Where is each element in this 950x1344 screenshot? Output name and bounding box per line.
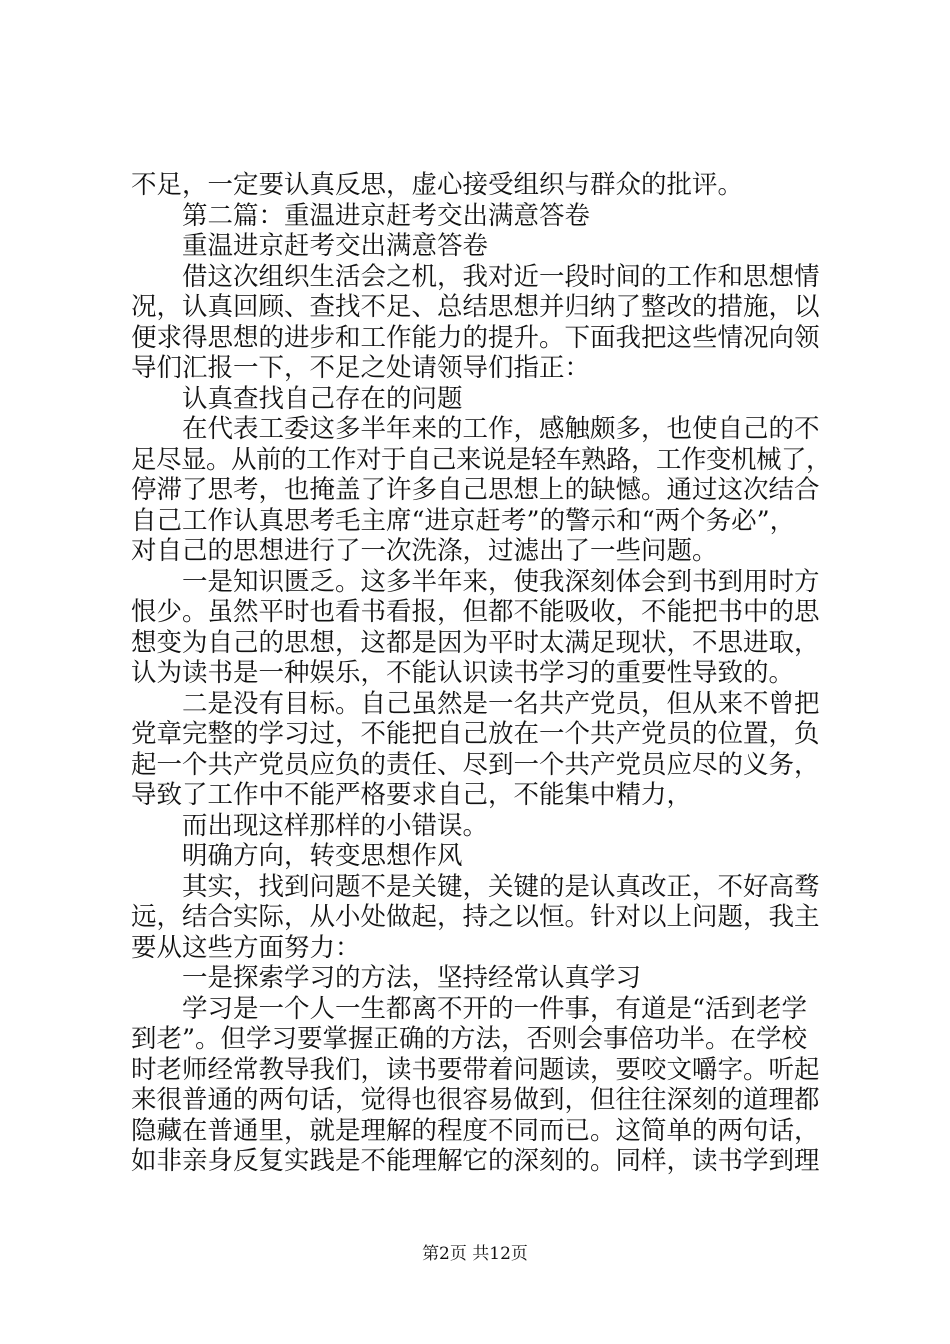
text-line: 到老”。但学习要掌握正确的方法，否则会事倍功半。在学校 bbox=[131, 1024, 808, 1054]
subheading: 一是探索学习的方法，坚持经常认真学习 bbox=[182, 963, 642, 993]
text-line: 要从这些方面努力： bbox=[131, 932, 361, 963]
text-line: 远，结合实际，从小处做起，持之以恒。针对以上问题，我主 bbox=[131, 902, 820, 932]
text-line: 况，认真回顾、查找不足、总结思想并归纳了整改的措施，以 bbox=[131, 292, 820, 322]
text-line: 恨少。虽然平时也看书看报，但都不能吸收，不能把书中的思 bbox=[131, 597, 820, 627]
text-line: 学习是一个人一生都离不开的一件事，有道是“活到老学 bbox=[182, 993, 808, 1024]
text-line: 导致了工作中不能严格要求自己，不能集中精力， bbox=[131, 780, 693, 810]
text-line: 便求得思想的进步和工作能力的提升。下面我把这些情况向领 bbox=[131, 322, 820, 353]
text-line: 党章完整的学习过，不能把自己放在一个共产党员的位置，负 bbox=[131, 719, 820, 749]
text-line: 起一个共产党员应负的责任、尽到一个共产党员应尽的义务， bbox=[131, 749, 820, 780]
text-line: 如非亲身反复实践是不能理解它的深刻的。同样，读书学到理 bbox=[131, 1146, 820, 1176]
subheading: 明确方向，转变思想作风 bbox=[182, 841, 463, 871]
text-line: 一是知识匮乏。这多半年来，使我深刻体会到书到用时方 bbox=[182, 566, 820, 597]
document-body bbox=[131, 170, 831, 1177]
text-line: 其实，找到问题不是关键，关键的是认真改正，不好高骛 bbox=[182, 871, 820, 902]
subheading: 认真查找自己存在的问题 bbox=[182, 383, 463, 414]
text-line: 来很普通的两句话，觉得也很容易做到，但往往深刻的道理都 bbox=[131, 1085, 820, 1115]
text-line: 借这次组织生活会之机，我对近一段时间的工作和思想情 bbox=[182, 261, 820, 292]
text-line: 二是没有目标。自己虽然是一名共产党员，但从来不曾把 bbox=[182, 688, 820, 719]
text-line: 想变为自己的思想，这都是因为平时太满足现状，不思进取， bbox=[131, 627, 820, 658]
text-line: 在代表工委这多半年来的工作，感触颇多，也使自己的不 bbox=[182, 414, 820, 444]
text-line: 隐藏在普通里，就是理解的程度不同而已。这简单的两句话， bbox=[131, 1115, 820, 1146]
text-line: 认为读书是一种娱乐，不能认识读书学习的重要性导致的。 bbox=[131, 658, 795, 688]
text-line: 足尽显。从前的工作对于自己来说是轻车熟路，工作变机械了， bbox=[131, 444, 832, 475]
text-line: 对自己的思想进行了一次洗涤，过滤出了一些问题。 bbox=[131, 536, 718, 566]
text-line: 而出现这样那样的小错误。 bbox=[182, 810, 489, 841]
text-line: 不足，一定要认真反思，虚心接受组织与群众的批评。 bbox=[131, 170, 744, 200]
text-line: 导们汇报一下，不足之处请领导们指正： bbox=[131, 353, 591, 383]
article-title: 重温进京赶考交出满意答卷 bbox=[182, 231, 489, 261]
text-line: 停滞了思考，也掩盖了许多自己思想上的缺憾。通过这次结合 bbox=[131, 475, 820, 505]
text-line: 时老师经常教导我们，读书要带着问题读，要咬文嚼字。听起 bbox=[131, 1054, 820, 1085]
section-heading: 第二篇：重温进京赶考交出满意答卷 bbox=[182, 200, 591, 231]
text-line: 自己工作认真思考毛主席“进京赶考”的警示和“两个务必”， bbox=[131, 505, 796, 536]
page-number-footer: 第2页 共12页 bbox=[422, 1244, 528, 1264]
